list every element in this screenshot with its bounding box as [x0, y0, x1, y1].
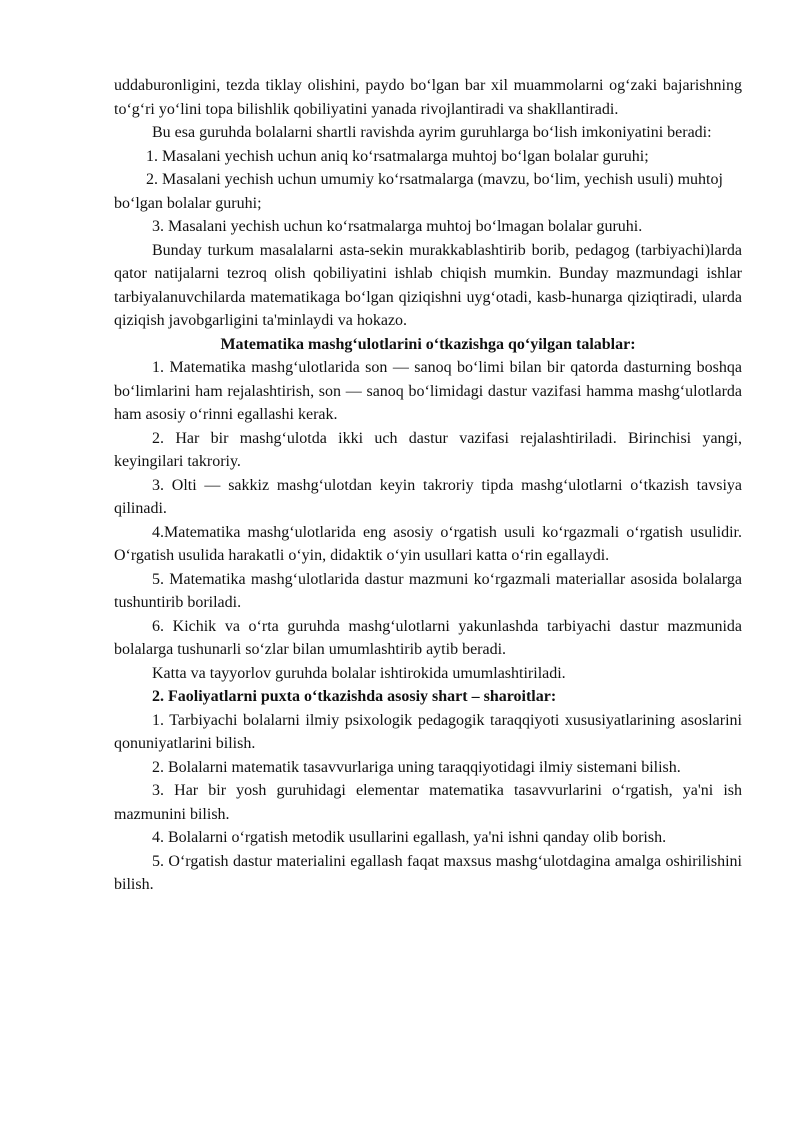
condition-item-1: 1. Tarbiyachi bolalarni ilmiy psixologik pedagogik taraqqiyoti xususiyatlarining asoslarini qonuniyatlarini bilish. — [114, 711, 742, 752]
section-heading-requirements: Matematika mashg‘ulotlarini o‘tkazishga qo‘yilgan talablar: — [220, 335, 636, 353]
condition-item-2: 2. Bolalarni matematik tasavvurlariga uning taraqqiyotidagi ilmiy sistemani bilish. — [152, 758, 681, 776]
document-page — [114, 74, 742, 897]
condition-item-3: 3. Har bir yosh guruhidagi elementar matematika tasavvurlarini o‘rgatish, ya'ni ish mazmunini bilish. — [114, 782, 742, 823]
paragraph-complexity: Bunday turkum masalalarni asta-sekin murakkablashtirib borib, pedagog (tarbiyachi)larda qator natijalarni tezroq olish qobiliyatini ishlab chiqish mumkin. Bunday mazmundagi ishlar tarbiyalanuvchilarda matematikaga bo‘lgan qiziqishni uyg‘otadi, kasb-hunarga qiziqtiradi, ularda qiziqish javobgarligini ta'minlaydi va hokazo. — [114, 241, 742, 329]
requirement-item-5: 5. Matematika mashg‘ulotlarida dastur mazmuni ko‘rgazmali materiallar asosida bolalarga tushuntirib boriladi. — [114, 570, 742, 611]
condition-item-4: 4. Bolalarni o‘rgatish metodik usullarini egallash, ya'ni ishni qanday olib borish. — [152, 829, 667, 846]
paragraph-older-groups: Katta va tayyorlov guruhda bolalar ishtirokida umumlashtiriladi. — [152, 664, 566, 682]
paragraph-intro-continuation: uddaburonligini, tezda tiklay olishini, paydo bo‘lgan bar xil muammolarni og‘zaki bajarishning to‘g‘ri yo‘lini topa bilishlik qobiliyatini yanada rivojlantiradi va shakllantiradi. — [114, 77, 742, 118]
requirement-item-2: 2. Har bir mashg‘ulotda ikki uch dastur vazifasi rejalashtiriladi. Birinchisi yangi, keyingilari takroriy. — [114, 429, 742, 470]
requirement-item-1: 1. Matematika mashg‘ulotlarida son — sanoq bo‘limi bilan bir qatorda dasturning boshqa bo‘limlarini ham rejalashtirish, son — sanoq bo‘limidagi dastur vazifasi hamma mashg‘ulotlarda ham asosiy o‘rinni egallashi kerak. — [114, 359, 742, 423]
list-item-group-1: 1. Masalani yechish uchun aniq ko‘rsatmalarga muhtoj bo‘lgan bolalar guruhi; — [146, 147, 649, 165]
list-item-group-2: 2. Masalani yechish uchun umumiy ko‘rsatmalarga (mavzu, bo‘lim, yechish usuli) muhtoj bo‘lgan bolalar guruhi; — [114, 171, 723, 212]
condition-item-5: 5. O‘rgatish dastur materialini egallash faqat maxsus mashg‘ulotdagina amalga oshirilishini bilish. — [114, 852, 742, 893]
requirement-item-4: 4.Matematika mashg‘ulotlarida eng asosiy o‘rgatish usuli ko‘rgazmali o‘rgatish usulidir. O‘rgatish usulida harakatli o‘yin, didaktik o‘yin usullari katta o‘rin egallaydi. — [114, 523, 742, 564]
section-heading-conditions: 2. Faoliyatlarni puxta o‘tkazishda asosiy shart – sharoitlar: — [152, 688, 557, 705]
paragraph-grouping: Bu esa guruhda bolalarni shartli ravishda ayrim guruhlarga bo‘lish imkoniyatini beradi: — [152, 124, 712, 141]
list-item-group-3: 3. Masalani yechish uchun ko‘rsatmalarga muhtoj bo‘lmagan bolalar guruhi. — [152, 218, 643, 235]
requirement-item-3: 3. Olti — sakkiz mashg‘ulotdan keyin takroriy tipda mashg‘ulotlarni o‘tkazish tavsiya qilinadi. — [114, 476, 742, 517]
requirement-item-6: 6. Kichik va o‘rta guruhda mashg‘ulotlarni yakunlashda tarbiyachi dastur mazmunida bolalarga tushunarli so‘zlar bilan umumlashtirib aytib beradi. — [114, 617, 742, 658]
